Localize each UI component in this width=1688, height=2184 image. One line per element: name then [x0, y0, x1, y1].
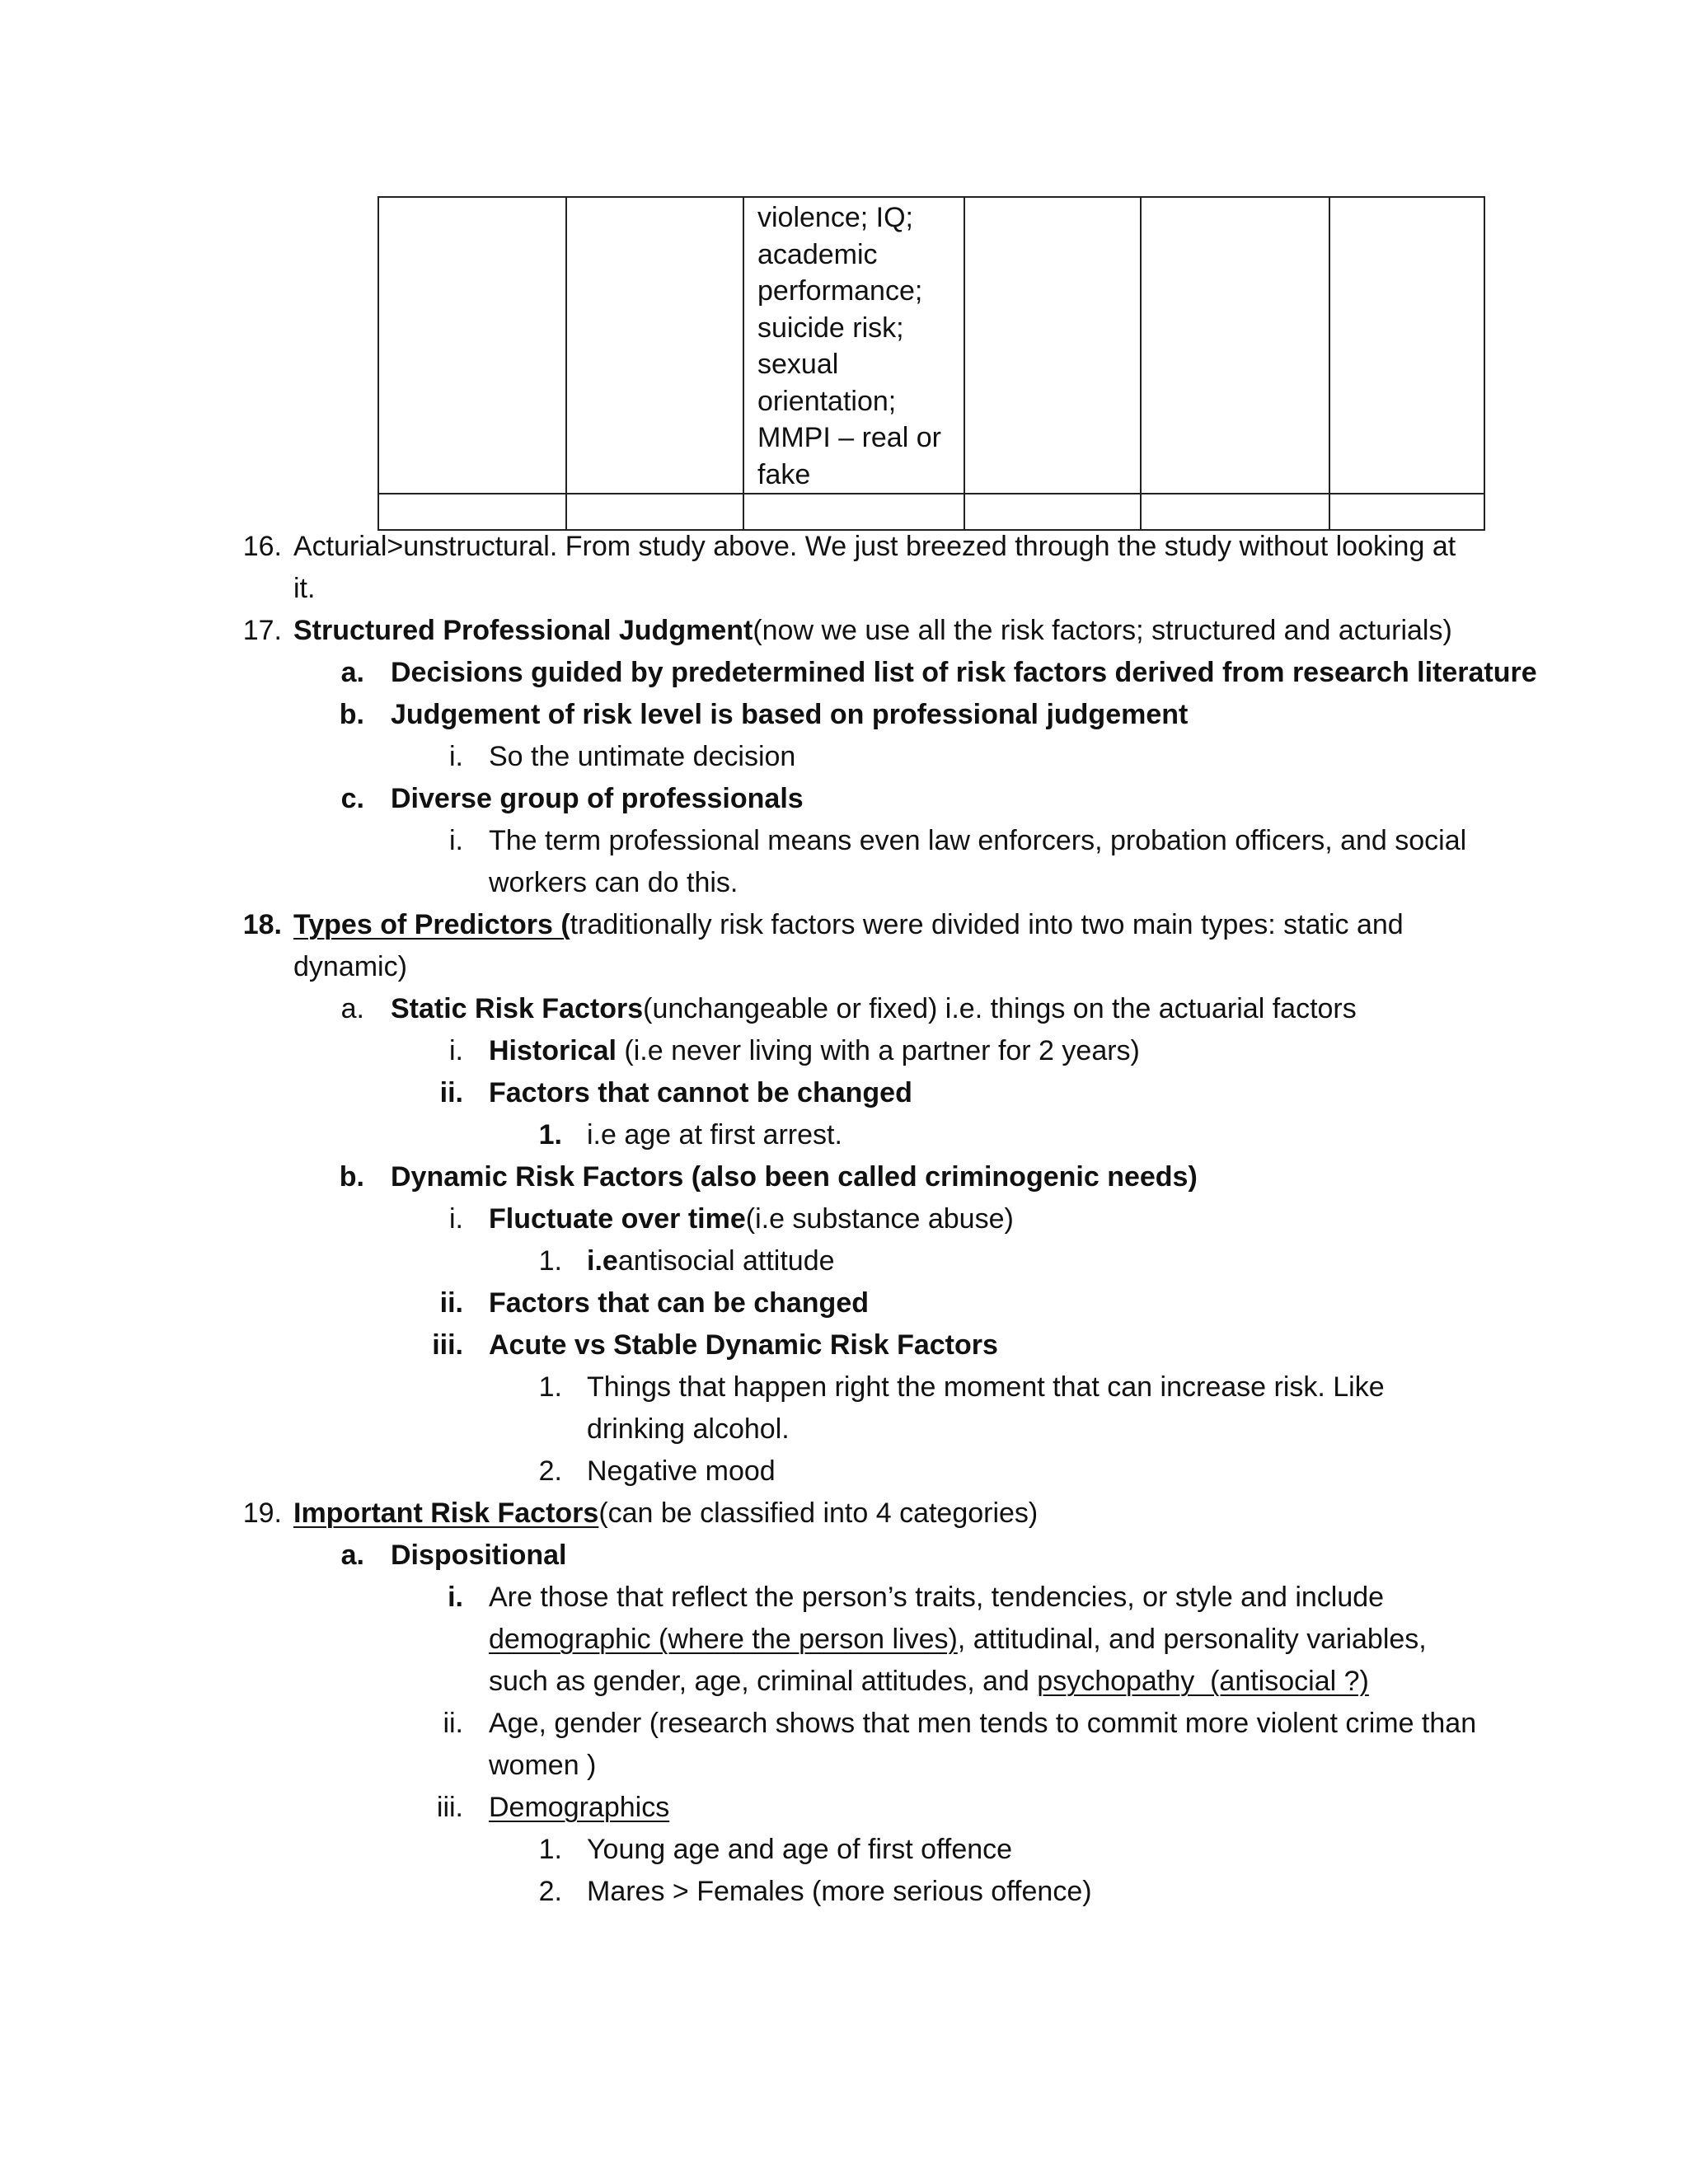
item-text-line	[391, 991, 1357, 1027]
item-roman: i.	[449, 825, 463, 856]
item-roman: iii.	[436, 1792, 463, 1823]
item-text-line	[489, 1663, 1369, 1699]
item-number: 18.	[242, 909, 282, 940]
item-text: Mares > Females (more serious offence)	[587, 1876, 1092, 1907]
item-text: Acute vs Stable Dynamic Risk Factors	[489, 1329, 998, 1361]
item-text: Dynamic Risk Factors (also been called criminogenic needs)	[391, 1161, 1198, 1193]
item-arabic: 1.	[538, 1371, 562, 1403]
table-cell-text: violence; IQ; academic performance; suicide risk; sexual orientation; MMPI – real or fake	[757, 202, 941, 490]
table-cell	[566, 494, 743, 530]
item-link-text: psychopathy (antisocial ?)	[1037, 1666, 1369, 1697]
item-letter: b.	[339, 1161, 364, 1193]
table-cell	[378, 197, 566, 494]
item-number: 17.	[242, 615, 282, 646]
item-text: it.	[293, 573, 316, 604]
item-text: (unchangeable or fixed) i.e. things on the actuarial factors	[643, 993, 1357, 1024]
item-arabic: 1.	[538, 1834, 562, 1865]
item-roman: i.	[449, 741, 463, 772]
item-letter: a.	[340, 993, 364, 1024]
item-text: , attitudinal, and personality variables,	[957, 1624, 1427, 1655]
item-text: (now we use all the risk factors; structured and acturials)	[753, 615, 1452, 646]
item-roman: i.	[449, 1203, 463, 1235]
risk-table	[377, 196, 1485, 531]
item-text-line	[293, 1495, 1038, 1531]
item-text: workers can do this.	[489, 867, 738, 898]
item-text-line	[489, 1201, 1014, 1237]
item-text: (i.e never living with a partner for 2 years)	[616, 1035, 1140, 1066]
table-row	[378, 494, 1484, 530]
table-cell	[964, 197, 1141, 494]
item-arabic: 2.	[538, 1455, 562, 1487]
table-cell	[743, 197, 964, 494]
item-text: Demographics	[489, 1792, 670, 1823]
table-cell	[1141, 197, 1329, 494]
item-text: drinking alcohol.	[587, 1413, 790, 1445]
item-text: (i.e substance abuse)	[745, 1203, 1014, 1235]
item-text: (can be classified into 4 categories)	[598, 1497, 1039, 1529]
item-letter: a.	[340, 657, 364, 688]
table-cell	[964, 494, 1141, 530]
item-arabic: 1.	[538, 1119, 562, 1151]
item-text-line	[293, 612, 1452, 649]
item-text: such as gender, age, criminal attitudes, and	[489, 1666, 1038, 1697]
item-text: Things that happen right the moment that can increase risk. Like	[587, 1371, 1385, 1403]
item-text: Factors that can be changed	[489, 1287, 869, 1319]
item-text: dynamic)	[293, 951, 407, 982]
item-number: 16.	[242, 531, 282, 562]
item-text: Acturial>unstructural. From study above. We just breezed through the study without looking at	[293, 531, 1456, 562]
table-cell	[1141, 494, 1329, 530]
table-cell	[1329, 494, 1484, 530]
item-roman: ii.	[439, 1287, 463, 1319]
item-heading: Important Risk Factors	[293, 1497, 599, 1529]
item-heading: i.e	[587, 1245, 618, 1277]
item-heading: Structured Professional Judgment	[293, 615, 753, 646]
item-text-line	[293, 907, 1404, 943]
item-text-line	[587, 1243, 835, 1279]
item-text: So the untimate decision	[489, 741, 796, 772]
item-text-line	[489, 1033, 1140, 1069]
item-text: Dispositional	[391, 1540, 567, 1571]
item-text: Are those that reflect the person’s traits, tendencies, or style and include	[489, 1582, 1385, 1613]
item-roman: ii.	[443, 1708, 463, 1739]
item-text-line	[489, 1621, 1427, 1657]
item-heading: Types of Predictors (	[293, 909, 570, 940]
item-text: Negative mood	[587, 1455, 776, 1487]
item-heading: Static Risk Factors	[391, 993, 644, 1024]
item-number: 19.	[242, 1497, 282, 1529]
item-letter: a.	[340, 1540, 364, 1571]
item-text: traditionally risk factors were divided into two main types: static and	[570, 909, 1404, 940]
item-link-text: demographic (where the person lives)	[489, 1624, 958, 1655]
item-text: antisocial attitude	[617, 1245, 835, 1277]
item-roman: ii.	[439, 1077, 463, 1108]
table-cell	[743, 494, 964, 530]
item-roman: i.	[448, 1582, 463, 1613]
item-text: Diverse group of professionals	[391, 783, 804, 814]
item-text: Factors that cannot be changed	[489, 1077, 912, 1108]
item-letter: b.	[339, 699, 364, 730]
item-letter: c.	[340, 783, 364, 814]
item-text: i.e age at first arrest.	[587, 1119, 842, 1151]
item-text: The term professional means even law enforcers, probation officers, and social	[489, 825, 1467, 856]
item-roman: iii.	[432, 1329, 463, 1361]
table-cell	[378, 494, 566, 530]
item-roman: i.	[449, 1035, 463, 1066]
item-text: women )	[489, 1750, 597, 1781]
table-cell	[1329, 197, 1484, 494]
item-arabic: 1.	[538, 1245, 562, 1277]
item-text: Age, gender (research shows that men tends to commit more violent crime than	[489, 1708, 1477, 1739]
item-text: Young age and age of first offence	[587, 1834, 1013, 1865]
item-text: Decisions guided by predetermined list of risk factors derived from research literature	[391, 657, 1537, 688]
table-row	[378, 197, 1484, 494]
item-heading: Fluctuate over time	[489, 1203, 746, 1235]
item-heading: Historical	[489, 1035, 617, 1066]
table-cell	[566, 197, 743, 494]
item-arabic: 2.	[538, 1876, 562, 1907]
item-text: Judgement of risk level is based on professional judgement	[391, 699, 1189, 730]
